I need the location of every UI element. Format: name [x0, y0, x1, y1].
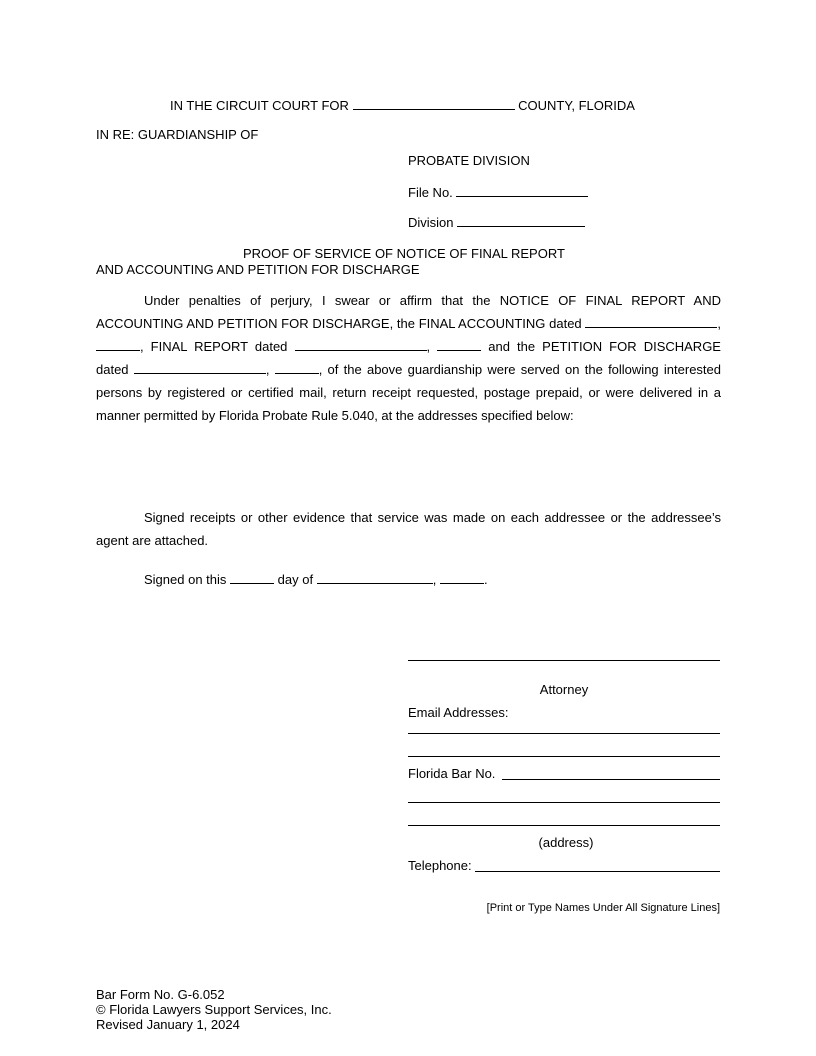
bar-form-number: Bar Form No. G-6.052: [96, 987, 225, 1002]
signed-year-blank[interactable]: [440, 571, 484, 584]
email-line-1[interactable]: [408, 733, 720, 734]
title-line-1: PROOF OF SERVICE OF NOTICE OF FINAL REPORT: [243, 246, 565, 261]
attorney-label: Attorney: [539, 682, 589, 697]
court-prefix: IN THE CIRCUIT COURT FOR: [170, 98, 349, 113]
division-blank[interactable]: [457, 214, 585, 227]
final-report-year-blank[interactable]: [437, 338, 481, 351]
file-no-row: [408, 184, 588, 201]
receipts-paragraph: [96, 506, 721, 552]
copyright-line: © Florida Lawyers Support Services, Inc.: [96, 1002, 332, 1017]
county-blank[interactable]: [353, 97, 515, 110]
florida-bar-blank[interactable]: [502, 779, 720, 780]
p2-text: Signed receipts or other evidence that service was made on each addressee or the addressee’s agent are attached.: [96, 510, 721, 548]
address-label: (address): [538, 835, 594, 850]
p1-text-b: , FINAL REPORT dated: [140, 339, 288, 354]
email-line-2[interactable]: [408, 756, 720, 757]
title-line-2: AND ACCOUNTING AND PETITION FOR DISCHARGE: [96, 262, 420, 277]
signed-on-label: Signed on this: [144, 572, 227, 587]
signed-period: .: [483, 572, 488, 587]
in-re-label: IN RE: GUARDIANSHIP OF: [96, 127, 259, 142]
final-accounting-year-blank[interactable]: [96, 338, 140, 351]
signature-line[interactable]: [408, 660, 720, 661]
file-no-label: File No.: [408, 185, 453, 200]
p1-text-a: Under penalties of perjury, I swear or affirm that the NOTICE OF FINAL REPORT AND ACCOUNTING AND PETITION FOR DISCHARGE, the FINAL ACCOUNTING dated: [96, 293, 721, 331]
address-line-2[interactable]: [408, 825, 720, 826]
florida-bar-label: Florida Bar No.: [408, 766, 496, 781]
telephone-blank[interactable]: [475, 871, 720, 872]
court-heading: [170, 97, 635, 114]
signed-month-blank[interactable]: [317, 571, 433, 584]
address-line-1[interactable]: [408, 802, 720, 803]
division-row: [408, 214, 585, 231]
print-names-note: [Print or Type Names Under All Signature Lines]: [486, 902, 720, 914]
signed-day-blank[interactable]: [230, 571, 274, 584]
final-accounting-date-blank[interactable]: [585, 315, 717, 328]
file-no-blank[interactable]: [456, 184, 588, 197]
p1-text-c: and the PETITION FOR DISCHARGE dated: [96, 339, 721, 377]
day-of-label: day of: [277, 572, 314, 587]
petition-date-blank[interactable]: [134, 361, 266, 374]
division-label: Division: [408, 215, 454, 230]
final-report-date-blank[interactable]: [295, 338, 427, 351]
service-paragraph: Under penalties of perjury, I swear or affirm that the NOTICE OF FINAL REPORT AND ACCOUNTING AND PETITION FOR DISCHARGE, the FINAL ACCOUNTING dated , , FINAL REPORT dated , and the PETITION FOR DISCHARGE dated , , of the above guardianship were served on the following interested persons by registered or certified mail, return receipt requested, postage prepaid, or were delivered in a manner permitted by Florida Probate Rule 5.040, at the addresses specified below:: [96, 293, 721, 423]
court-suffix: COUNTY, FLORIDA: [518, 98, 635, 113]
email-addresses-label: Email Addresses:: [408, 705, 509, 720]
telephone-label: Telephone:: [408, 858, 472, 873]
p1-text-d: , of the above guardianship were served on the following interested persons by registered or certified mail, return receipt requested, postage prepaid, or were delivered in a manner permitted by Florida Probate Rule 5.040, at the addresses specified below:: [96, 362, 721, 423]
probate-division-label: PROBATE DIVISION: [408, 153, 530, 168]
revised-date: Revised January 1, 2024: [96, 1017, 240, 1032]
petition-year-blank[interactable]: [275, 361, 319, 374]
signed-on-line: Signed on this day of , .: [144, 572, 488, 587]
